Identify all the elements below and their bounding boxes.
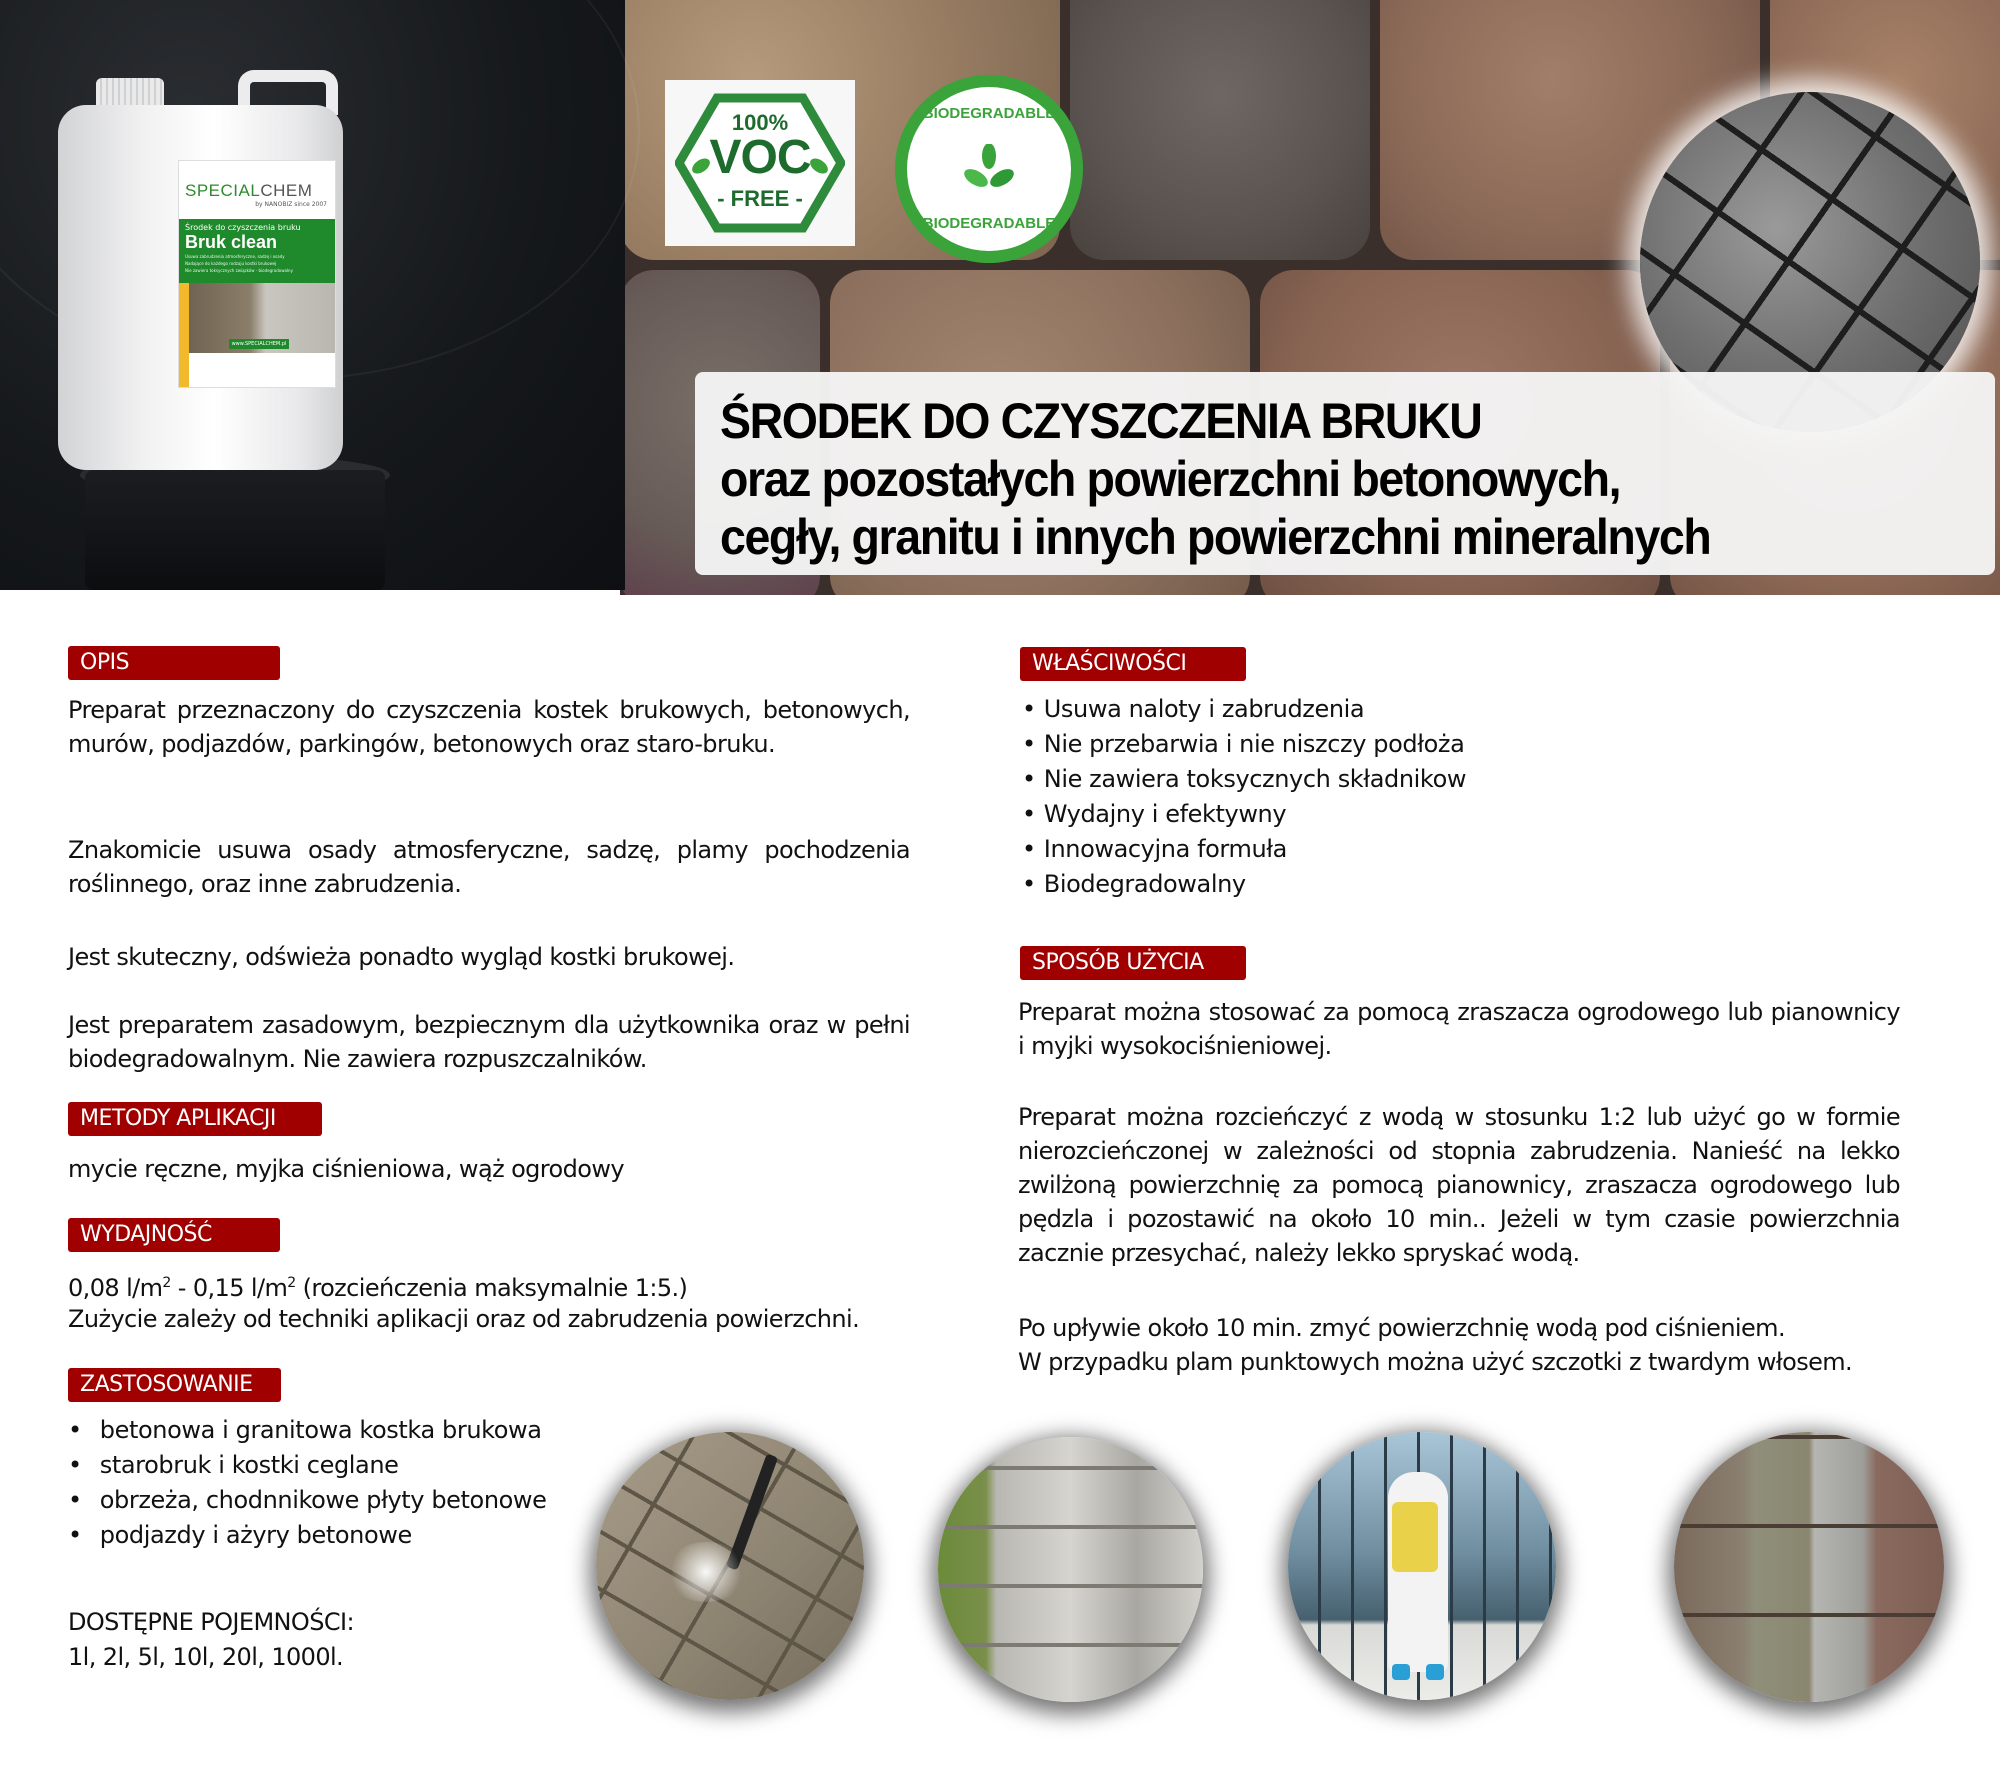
pressure-washing-photo — [596, 1432, 864, 1700]
sposob-paragraph: Po upływie około 10 min. zmyć powierzchnię wodą pod ciśnieniem. — [1018, 1314, 1785, 1342]
list-item: • Biodegradowalny — [1022, 867, 1722, 902]
wydajnosc-max: - 0,15 l/m — [170, 1274, 288, 1302]
superscript: 2 — [162, 1275, 171, 1291]
label-subtitle: Środek do czyszczenia bruku — [185, 223, 301, 232]
hero-banner — [0, 0, 2000, 595]
opis-paragraph: Jest skuteczny, odświeża ponadto wygląd kostki brukowej. — [68, 943, 735, 971]
label-bullet: Nie zawiera toksycznych związków - biodegradowalny — [185, 268, 293, 273]
sposob-paragraph: Preparat można rozcieńczyć z wodą w stosunku 1:2 lub użyć go w formie nierozcieńczonej w zależności od stopnia zabrudzenia. Nanieść na lekko zwilżoną powierzchnię za pomocą pianownicy, zraszacza ogrodowego lub pędzla i pozostawić na około 10 min.. Jeżeli w tym czasie powierzchnia zacznie przesychać, należy lekko spryskać wodą. — [1018, 1103, 1900, 1267]
sposob-paragraph: W przypadku plam punktowych można użyć szczotki z twardym włosem. — [1018, 1348, 1853, 1376]
list-item: • Innowacyjna formuła — [1022, 832, 1722, 867]
paving-stone — [1070, 0, 1370, 260]
wydajnosc-min: 0,08 l/m — [68, 1274, 163, 1302]
label-website: www.SPECIALCHEM.pl — [229, 339, 289, 349]
section-header-sposob-uzycia: SPOSÓB UŻYCIA — [1020, 946, 1246, 980]
title-box — [695, 372, 1995, 575]
pojemnosci-values: 1l, 2l, 5l, 10l, 20l, 1000l. — [68, 1643, 344, 1671]
product-label — [178, 160, 336, 388]
boot — [1392, 1664, 1410, 1680]
page-subtitle-line2: cegły, granitu i innych powierzchni mineralnych — [720, 509, 1711, 565]
page-title: ŚRODEK DO CZYSZCZENIA BRUKU — [720, 393, 1482, 449]
section-header-wlasciwosci: WŁAŚCIWOŚCI — [1020, 647, 1246, 681]
wydajnosc-line2: Zużycie zależy od techniki aplikacji oraz od zabrudzenia powierzchni. — [68, 1305, 860, 1333]
product-jug-image — [58, 70, 343, 470]
zastosowanie-list — [68, 1413, 588, 1553]
section-header-zastosowanie: ZASTOSOWANIE — [68, 1368, 281, 1402]
label-bullet: Nadające do każdego rodzaju kostki brukowej — [185, 261, 277, 266]
label-bullet: Usuwa zabrudzenia atmosferyczne, sadzę i osady — [185, 254, 285, 259]
metody-text: mycie ręczne, myjka ciśnieniowa, wąż ogrodowy — [68, 1155, 624, 1183]
list-item: • Wydajny i efektywny — [1022, 797, 1722, 832]
opis-paragraph: Znakomicie usuwa osady atmosferyczne, sadzę, plamy pochodzenia roślinnego, oraz inne zabrudzenia. — [68, 836, 910, 898]
biodegradable-text-top: BIODEGRADABLE — [922, 105, 1056, 122]
superscript: 2 — [287, 1275, 296, 1291]
cobblestone-path-photo — [938, 1437, 1203, 1702]
brand-logo — [179, 161, 335, 201]
voc-free-badge — [665, 80, 855, 246]
wlasciwosci-list — [1022, 692, 1722, 902]
brand-subtitle: by NANOBIZ since 2007 — [255, 201, 327, 208]
voc-label: VOC — [709, 131, 811, 184]
boot — [1426, 1664, 1444, 1680]
sprayer-worker-photo — [1288, 1432, 1556, 1700]
sposob-paragraph: Preparat można stosować za pomocą zraszacza ogrodowego lub pianownicy i myjki wysokociśnieniowej. — [1018, 998, 1900, 1060]
list-item: • Nie zawiera toksycznych składnikow — [1022, 762, 1722, 797]
page-subtitle-line1: oraz pozostałych powierzchni betonowych, — [720, 451, 1621, 507]
wydajnosc-note: (rozcieńczenia maksymalnie 1:5.) — [295, 1274, 688, 1302]
biodegradable-badge — [895, 75, 1083, 263]
section-header-metody: METODY APLIKACJI — [68, 1102, 322, 1136]
biodegradable-text-bottom: BIODEGRADABLE — [922, 215, 1056, 232]
voc-free-label: - FREE - — [717, 186, 803, 211]
opis-paragraph: Jest preparatem zasadowym, bezpiecznym dla użytkownika oraz w pełni biodegradowalnym. Nie zawiera rozpuszczalników. — [68, 1011, 910, 1073]
sprayer-tank — [1392, 1502, 1438, 1572]
list-item: • starobruk i kostki ceglane — [68, 1448, 588, 1483]
label-product-name: Bruk clean — [185, 232, 278, 252]
voc-percent: 100% — [731, 110, 789, 135]
label-concentrate-strip — [179, 283, 189, 388]
pojemnosci-label: DOSTĘPNE POJEMNOŚCI: — [68, 1608, 354, 1636]
product-showcase-panel — [0, 0, 625, 590]
pedestal — [85, 470, 385, 590]
section-header-opis: OPIS — [68, 646, 280, 680]
wydajnosc-text — [68, 1266, 928, 1305]
brand-logo-chem: CHEM — [260, 181, 313, 200]
list-item: • podjazdy i ażyry betonowe — [68, 1518, 588, 1553]
section-header-wydajnosc: WYDAJNOŚĆ — [68, 1218, 280, 1252]
list-item: • Usuwa naloty i zabrudzenia — [1022, 692, 1722, 727]
list-item: • betonowa i granitowa kostka brukowa — [68, 1413, 588, 1448]
brand-logo-special: SPECIAL — [185, 181, 261, 200]
water-spray — [666, 1542, 746, 1602]
granite-tiles-photo — [1674, 1432, 1944, 1702]
list-item: • Nie przebarwia i nie niszczy podłoża — [1022, 727, 1722, 762]
list-item: • obrzeża, chodnnikowe płyty betonowe — [68, 1483, 588, 1518]
leaf-cycle-icon — [964, 144, 1014, 194]
opis-paragraph: Preparat przeznaczony do czyszczenia kostek brukowych, betonowych, murów, podjazdów, parkingów, betonowych oraz staro-bruku. — [68, 696, 910, 758]
label-green-panel — [179, 219, 336, 283]
